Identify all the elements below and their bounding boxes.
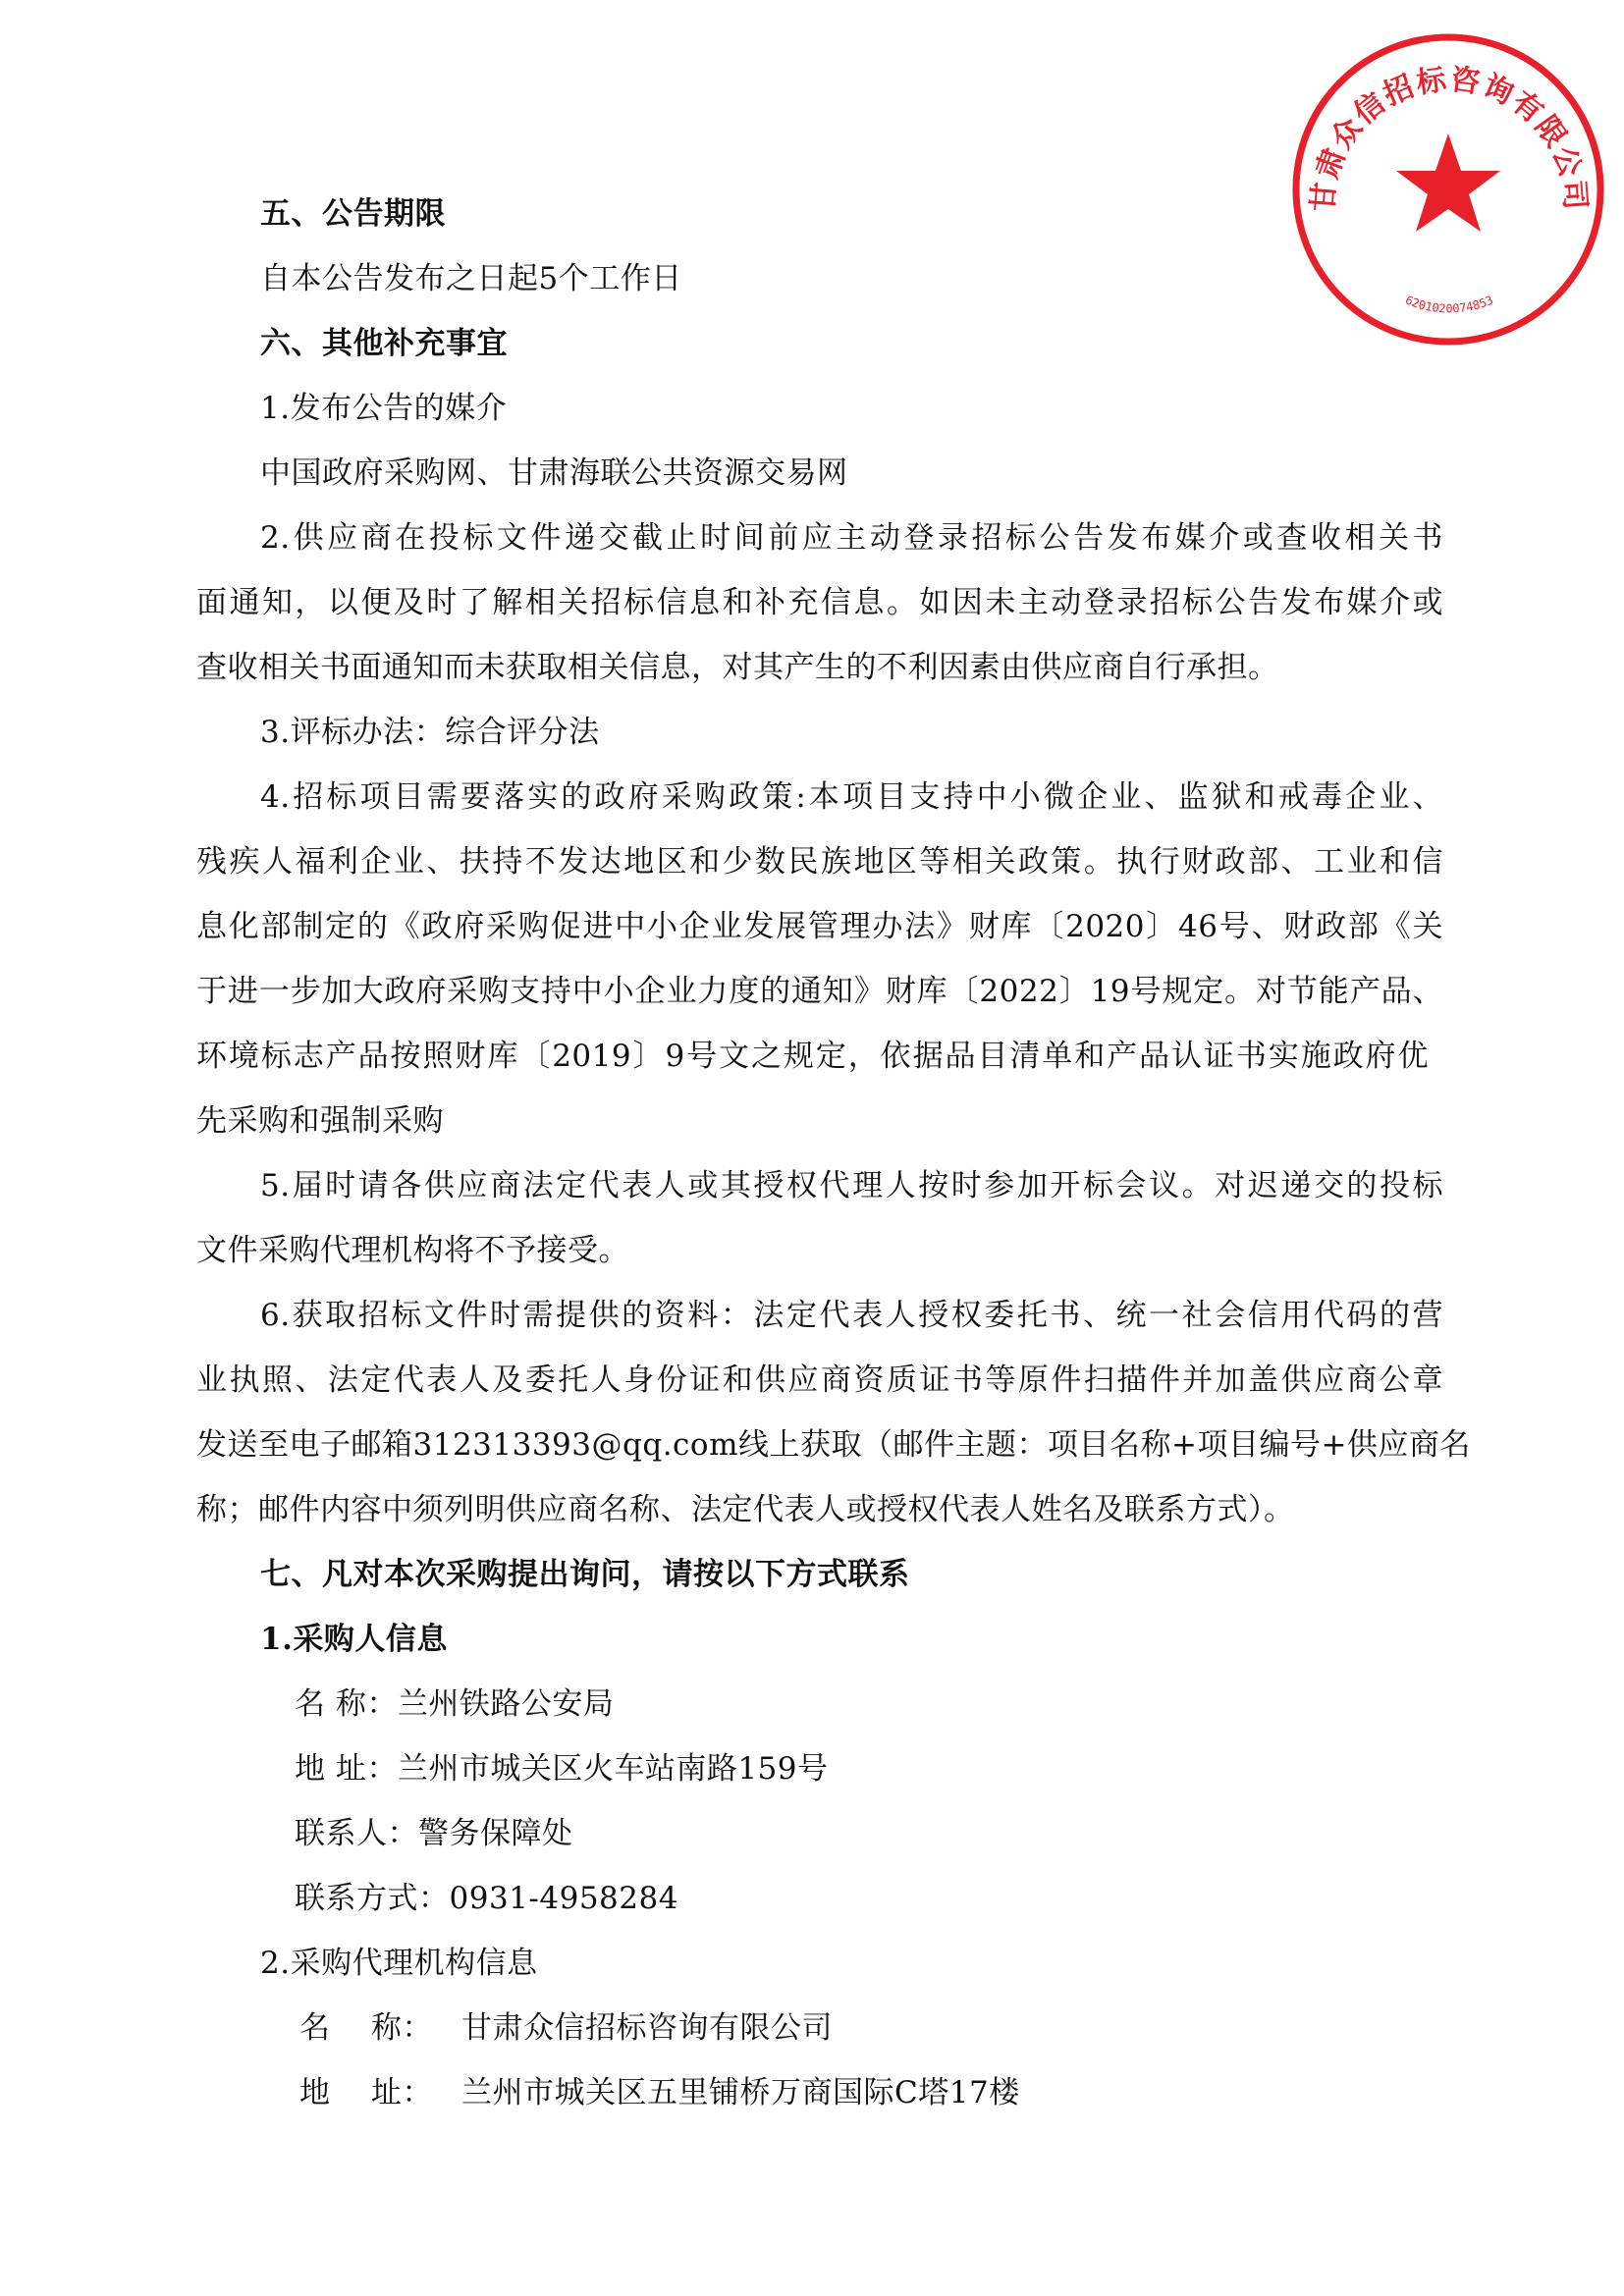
section6-item3: 3.评标办法：综合评分法	[260, 715, 600, 750]
section6-item2-line: 查收相关书面通知而未获取相关信息，对其产生的不利因素由供应商自行承担。	[196, 650, 1279, 685]
purchaser-name: 名 称：兰州铁路公安局	[295, 1686, 615, 1722]
section7-heading: 七、凡对本次采购提出询问，请按以下方式联系	[260, 1557, 910, 1592]
section6-item5-line: 文件采购代理机构将不予接受。	[196, 1233, 629, 1268]
section6-item1-text: 中国政府采购网、甘肃海联公共资源交易网	[260, 455, 848, 491]
section6-item6-line: 业执照、法定代表人及委托人身份证和供应商资质证书等原件扫描件并加盖供应商公章	[196, 1362, 1443, 1398]
section6-item4-line: 息化部制定的《政府采购促进中小企业发展管理办法》财库〔2020〕46号、财政部《关	[196, 909, 1443, 944]
section6-item2-line: 2.供应商在投标文件递交截止时间前应主动登录招标公告发布媒介或查收相关书	[260, 520, 1443, 556]
purchaser-address: 地 址：兰州市城关区火车站南路159号	[295, 1751, 829, 1787]
company-seal	[1286, 27, 1610, 351]
section5-text: 自本公告发布之日起5个工作日	[260, 261, 682, 296]
section6-item1-title: 1.发布公告的媒介	[260, 391, 508, 426]
section5-heading: 五、公告期限	[260, 196, 446, 232]
agency-address-label: 地 址：	[299, 2075, 433, 2110]
seal-code: 6201020074853	[1403, 293, 1495, 316]
purchaser-contact: 联系人：警务保障处	[295, 1816, 573, 1851]
purchaser-phone: 联系方式：0931-4958284	[295, 1881, 678, 1916]
purchaser-title: 1.采购人信息	[260, 1622, 448, 1657]
seal-text: 甘肃众信招标咨询有限公司	[1306, 62, 1593, 213]
section6-item4-line: 4.招标项目需要落实的政府采购政策:本项目支持中小微企业、监狱和戒毒企业、	[260, 779, 1443, 815]
section6-item4-line: 于进一步加大政府采购支持中小企业力度的通知》财库〔2022〕19号规定。对节能产品、	[196, 974, 1443, 1009]
section6-item4-line: 残疾人福利企业、扶持不发达地区和少数民族地区等相关政策。执行财政部、工业和信	[196, 844, 1443, 880]
agency-name-label: 名 称：	[299, 2010, 433, 2046]
agency-title: 2.采购代理机构信息	[260, 1946, 538, 1981]
section6-heading: 六、其他补充事宜	[260, 326, 508, 361]
section6-item5-line: 5.届时请各供应商法定代表人或其授权代理人按时参加开标会议。对迟递交的投标	[260, 1168, 1443, 1203]
agency-address-value: 兰州市城关区五里铺桥万商国际C塔17楼	[461, 2075, 1020, 2110]
section6-item6-line: 发送至电子邮箱312313393@qq.com线上获取（邮件主题：项目名称+项目编号+供应商名	[196, 1427, 1471, 1463]
section6-item6-line: 6.获取招标文件时需提供的资料：法定代表人授权委托书、统一社会信用代码的营	[260, 1298, 1443, 1333]
section6-item6-line: 称；邮件内容中须列明供应商名称、法定代表人或授权代表人姓名及联系方式）。	[196, 1492, 1295, 1527]
section6-item4-line: 环境标志产品按照财库〔2019〕9号文之规定，依据品目清单和产品认证书实施政府优	[196, 1039, 1429, 1074]
agency-name-value: 甘肃众信招标咨询有限公司	[461, 2010, 833, 2046]
section6-item4-line: 先采购和强制采购	[196, 1103, 444, 1139]
section6-item2-line: 面通知，以便及时了解相关招标信息和补充信息。如因未主动登录招标公告发布媒介或	[196, 585, 1443, 620]
